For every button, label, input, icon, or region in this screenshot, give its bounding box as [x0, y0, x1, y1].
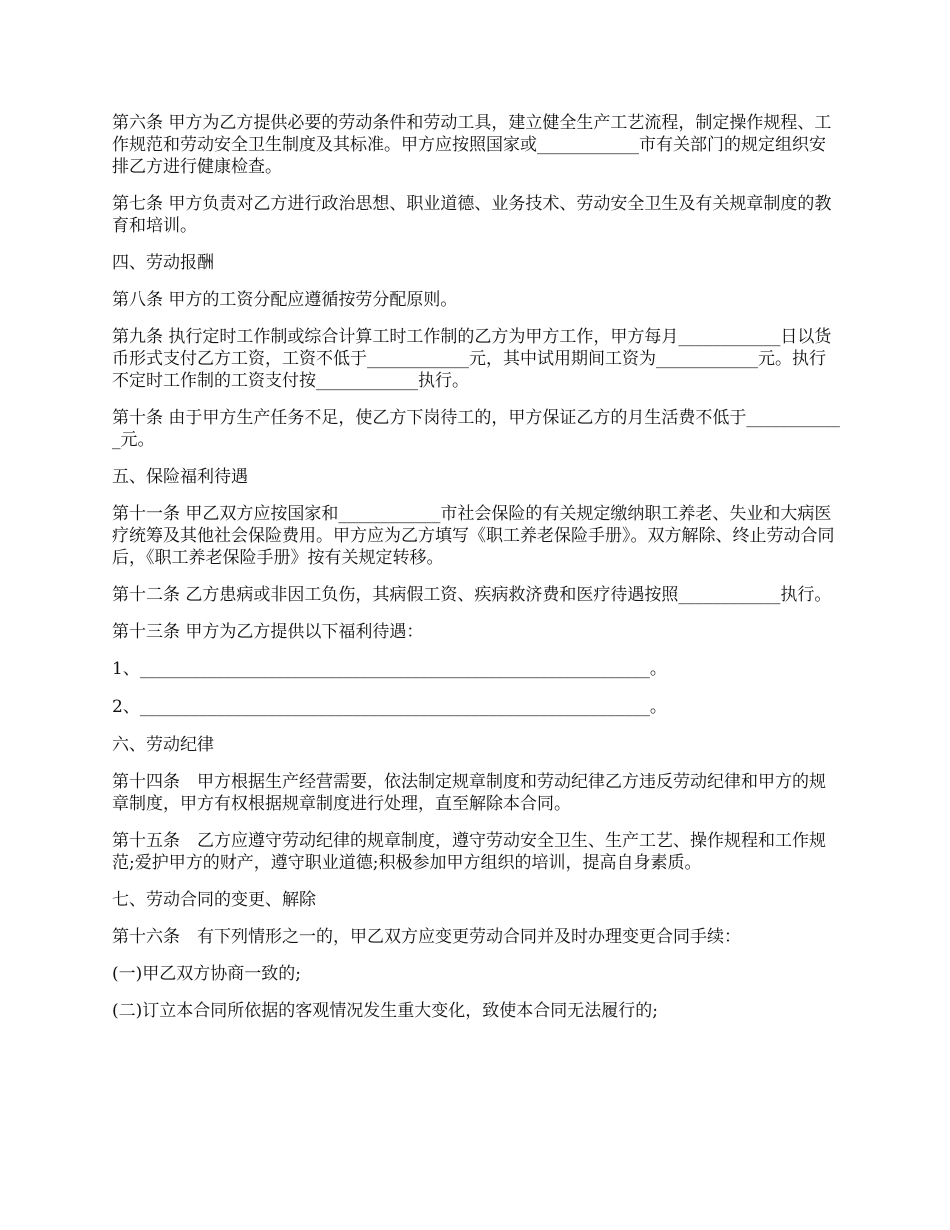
document-body [112, 112, 840, 1037]
section-heading-6: 六、劳动纪律 [112, 735, 214, 755]
clause-7: 第七条 甲方负责对乙方进行政治思想、职业道德、业务技术、劳动安全卫生及有关规章制度的教育和培训。 [112, 194, 832, 236]
benefit-line-2: 2、____________________________________________________________。 [112, 697, 667, 717]
section-heading-7: 七、劳动合同的变更、解除 [112, 890, 316, 910]
clause-13: 第十三条 甲方为乙方提供以下福利待遇： [112, 622, 424, 642]
clause-6: 第六条 甲方为乙方提供必要的劳动条件和劳动工具，建立健全生产工艺流程，制定操作规程、工作规范和劳动安全卫生制度及其标准。甲方应按照国家或____________市有关部门的规定组织安排乙方进行健康检查。 [112, 113, 832, 177]
clause-16-item-1: (一)甲乙双方协商一致的; [112, 964, 301, 984]
clause-15: 第十五条 乙方应遵守劳动纪律的规章制度，遵守劳动安全卫生、生产工艺、操作规程和工作规范;爱护甲方的财产，遵守职业道德;积极参加甲方组织的培训，提高自身素质。 [112, 831, 826, 873]
clause-10: 第十条 由于甲方生产任务不足，使乙方下岗待工的，甲方保证乙方的月生活费不低于____________元。 [112, 408, 840, 450]
clause-9: 第九条 执行定时工作制或综合计算工时工作制的乙方为甲方工作，甲方每月____________日以货币形式支付乙方工资，工资不低于____________元，其中试用期间工资为____________元。执行不定时工作制的工资支付按____________执行。 [112, 327, 832, 391]
clause-11: 第十一条 甲乙双方应按国家和____________市社会保险的有关规定缴纳职工养老、失业和大病医疗统筹及其他社会保险费用。甲方应为乙方填写《职工养老保险手册》。双方解除、终止劳动合同后，《职工养老保险手册》按有关规定转移。 [112, 504, 835, 568]
clause-8: 第八条 甲方的工资分配应遵循按劳分配原则。 [112, 290, 458, 310]
clause-14: 第十四条 甲方根据生产经营需要，依法制定规章制度和劳动纪律乙方违反劳动纪律和甲方的规章制度，甲方有权根据规章制度进行处理，直至解除本合同。 [112, 772, 826, 814]
section-heading-5: 五、保险福利待遇 [112, 467, 248, 487]
clause-16: 第十六条 有下列情形之一的，甲乙双方应变更劳动合同并及时办理变更合同手续： [112, 927, 741, 947]
clause-12: 第十二条 乙方患病或非因工负伤，其病假工资、疾病救济费和医疗待遇按照____________执行。 [112, 585, 832, 605]
benefit-line-1: 1、____________________________________________________________。 [112, 659, 667, 679]
section-heading-4: 四、劳动报酬 [112, 253, 214, 273]
clause-16-item-2: (二)订立本合同所依据的客观情况发生重大变化，致使本合同无法履行的; [112, 1001, 658, 1021]
